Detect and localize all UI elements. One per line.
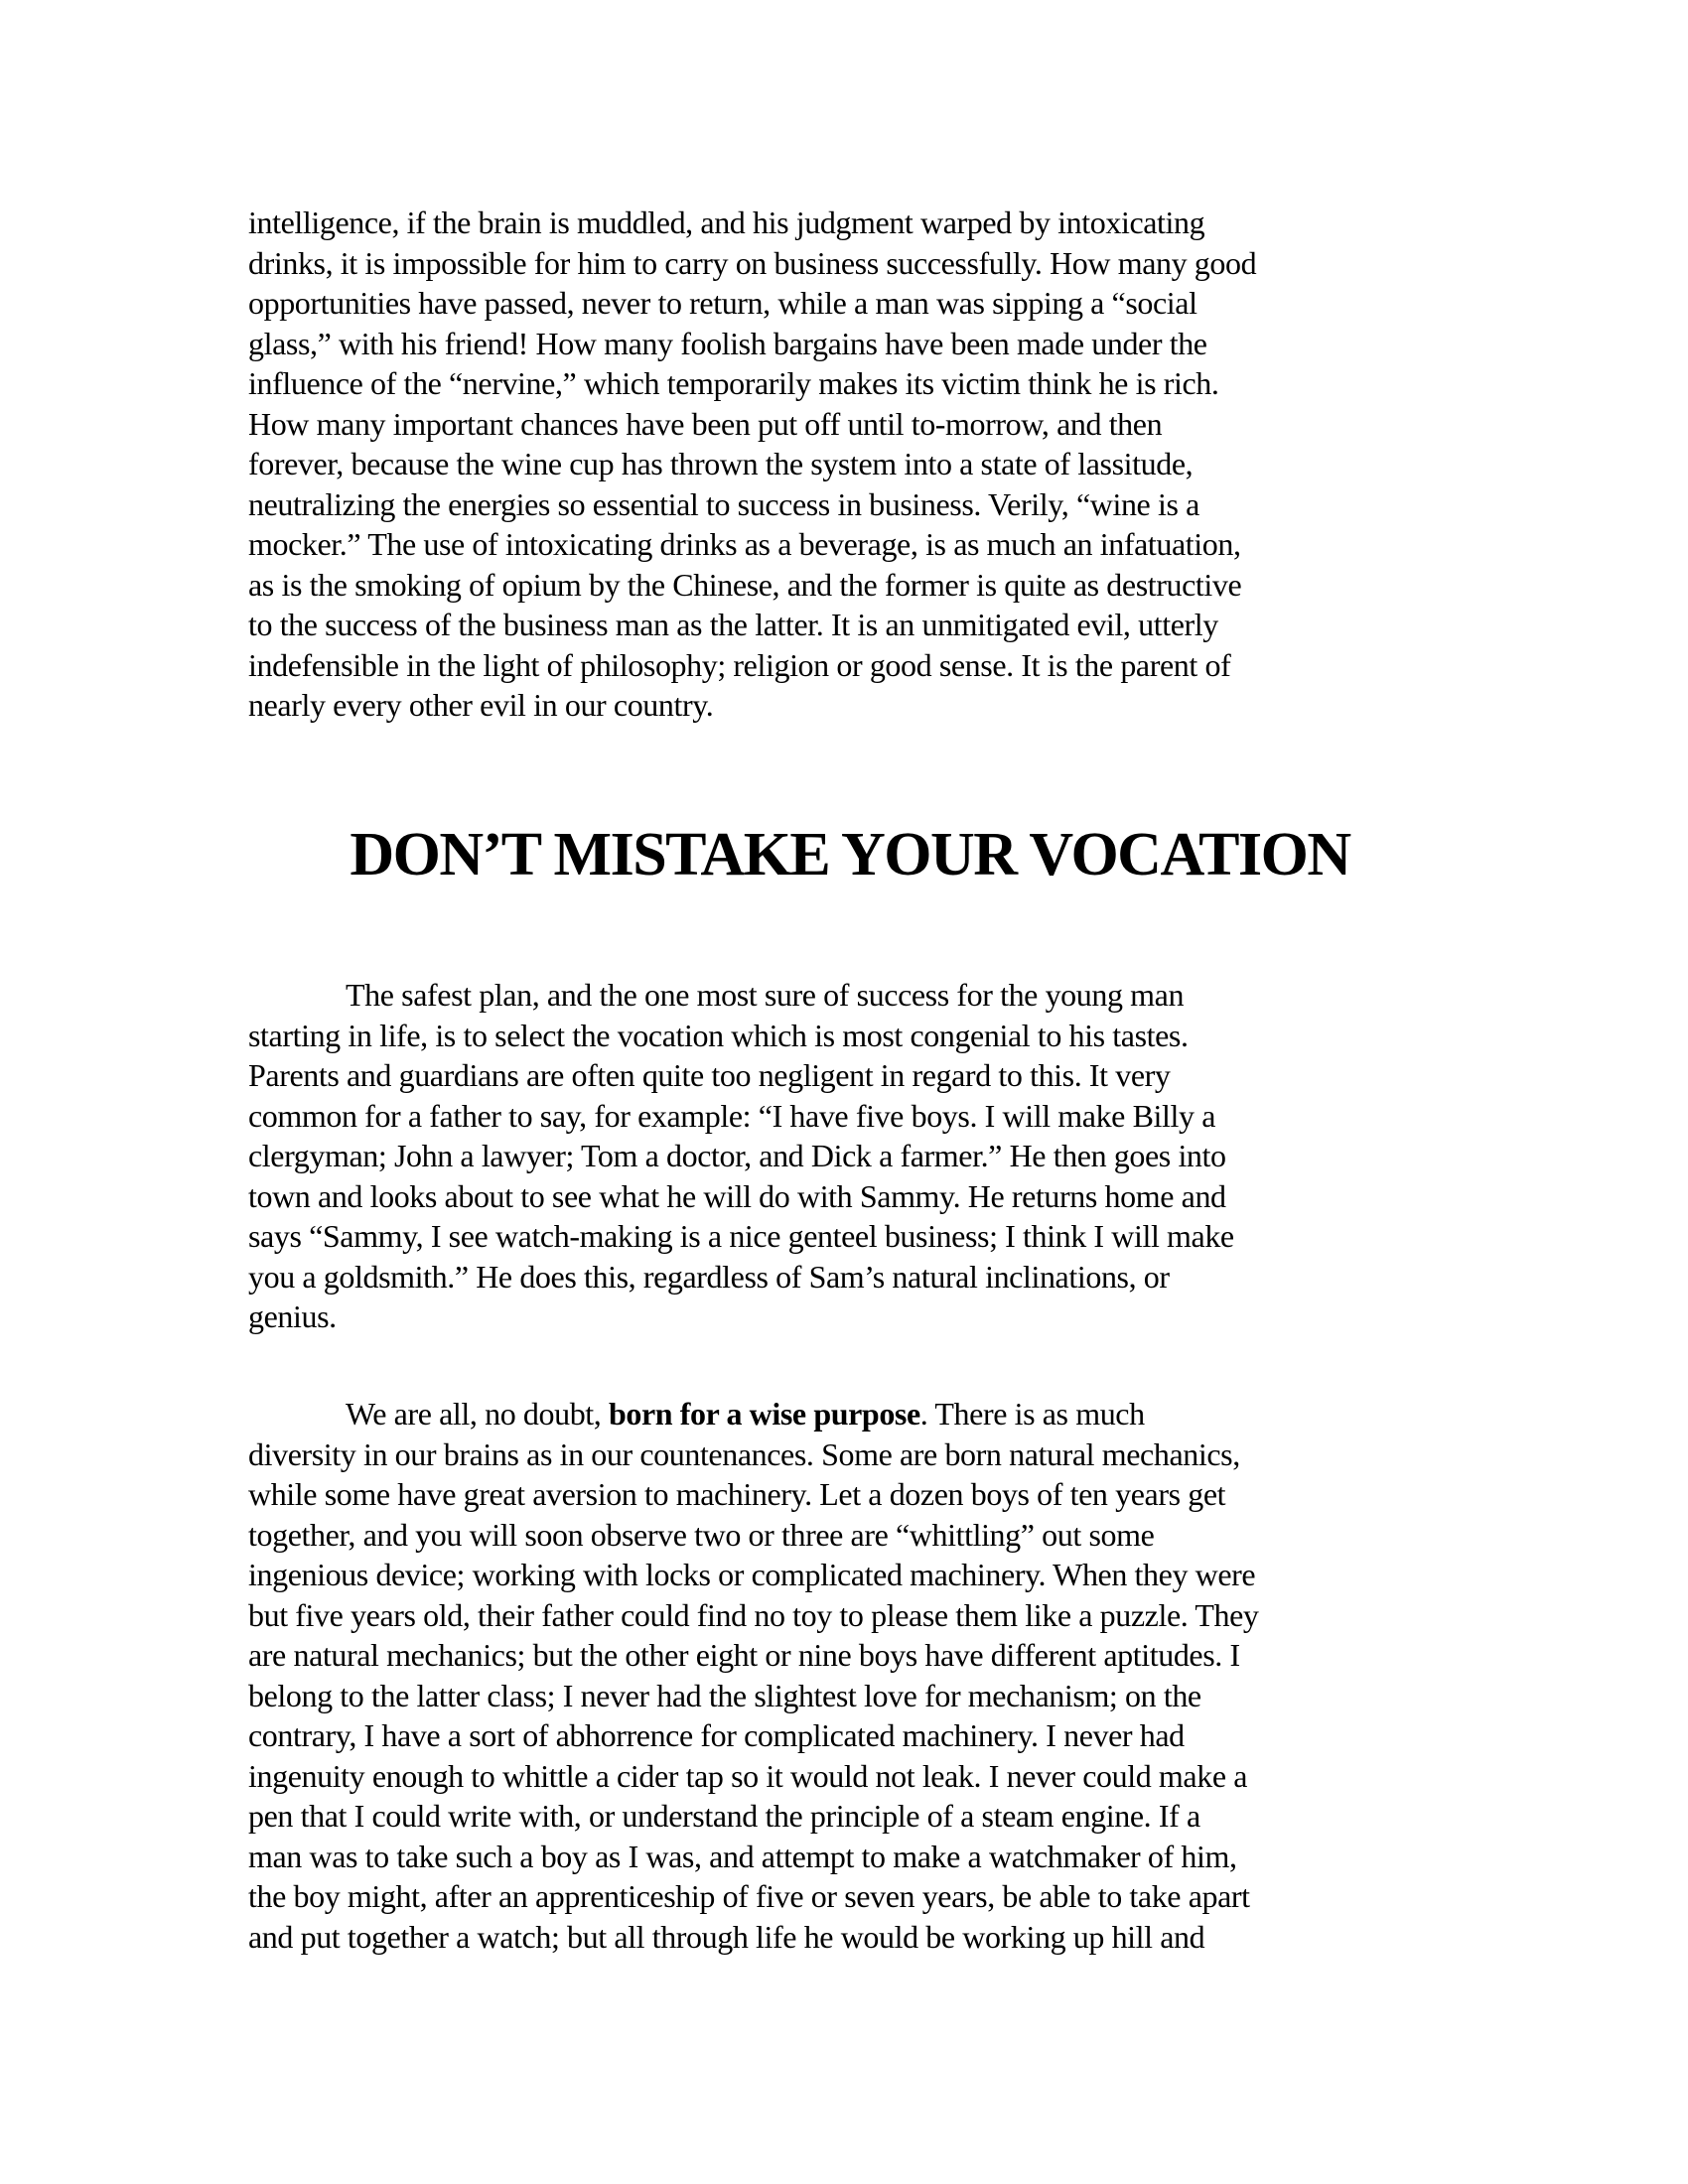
text-line: glass,” with his friend! How many foolish bargains have been made under the: [248, 325, 1207, 361]
text-line: are natural mechanics; but the other eight or nine boys have different aptitudes. I: [248, 1637, 1240, 1673]
text-line: nearly every other evil in our country.: [248, 687, 714, 723]
text-line: says “Sammy, I see watch-making is a nice genteel business; I think I will make: [248, 1218, 1234, 1254]
text-line: How many important chances have been put off until to-morrow, and then: [248, 405, 1163, 442]
text-line: man was to take such a boy as I was, and attempt to make a watchmaker of him,: [248, 1838, 1237, 1874]
text-line: influence of the “nervine,” which temporarily makes its victim think he is rich.: [248, 365, 1219, 401]
text-line: ingenuity enough to whittle a cider tap so it would not leak. I never could make a: [248, 1757, 1248, 1794]
section-heading: DON’T MISTAKE YOUR VOCATION: [350, 821, 1350, 888]
text-line: drinks, it is impossible for him to carry on business successfully. How many good: [248, 244, 1257, 281]
text-line: [248, 1394, 1452, 1434]
text-line: belong to the latter class; I never had the slightest love for mechanism; on the: [248, 1677, 1201, 1713]
text-line: neutralizing the energies so essential to success in business. Verily, “wine is a: [248, 485, 1199, 522]
text-line: clergyman; John a lawyer; Tom a doctor, and Dick a farmer.” He then goes into: [248, 1138, 1226, 1173]
text-segment: We are all, no doubt,: [346, 1396, 609, 1432]
text-line: to the success of the business man as the latter. It is an unmitigated evil, utterly: [248, 607, 1218, 642]
text-line: together, and you will soon observe two or three are “whittling” out some: [248, 1516, 1155, 1553]
paragraph-intemperance: [248, 203, 1452, 726]
text-line: The safest plan, and the one most sure of success for the young man: [346, 977, 1185, 1013]
text-line: contrary, I have a sort of abhorrence for complicated machinery. I never had: [248, 1717, 1185, 1753]
text-line: forever, because the wine cup has thrown the system into a state of lassitude,: [248, 446, 1194, 481]
bold-phrase: born for a wise purpose: [608, 1396, 920, 1432]
text-line: while some have great aversion to machinery. Let a dozen boys of ten years get: [248, 1476, 1226, 1512]
text-line: pen that I could write with, or understand the principle of a steam engine. If a: [248, 1798, 1200, 1834]
text-line: intelligence, if the brain is muddled, and his judgment warped by intoxicating: [248, 205, 1205, 240]
text-line: town and looks about to see what he will do with Sammy. He returns home and: [248, 1177, 1226, 1214]
text-line: indefensible in the light of philosophy; religion or good sense. It is the parent of: [248, 646, 1231, 683]
text-line: diversity in our brains as in our countenances. Some are born natural mechanics,: [248, 1435, 1240, 1472]
text-line: as is the smoking of opium by the Chinese, and the former is quite as destructive: [248, 566, 1242, 603]
text-line: ingenious device; working with locks or complicated machinery. When they were: [248, 1557, 1256, 1592]
text-line: Parents and guardians are often quite too negligent in regard to this. It very: [248, 1057, 1171, 1093]
text-line: you a goldsmith.” He does this, regardless of Sam’s natural inclinations, or: [248, 1258, 1170, 1295]
text-line: but five years old, their father could find no toy to please them like a puzzle. They: [248, 1596, 1259, 1633]
text-line: genius.: [248, 1298, 337, 1334]
text-line: starting in life, is to select the vocation which is most congenial to his tastes.: [248, 1017, 1189, 1053]
paragraph-wise-purpose: [248, 1394, 1452, 1957]
text-segment: . There is as much: [919, 1396, 1145, 1432]
text-line: mocker.” The use of intoxicating drinks as a beverage, is as much an infatuation,: [248, 526, 1241, 562]
text-line: and put together a watch; but all through life he would be working up hill and: [248, 1918, 1205, 1955]
paragraph-safest-plan: [248, 975, 1452, 1337]
text-line: the boy might, after an apprenticeship of five or seven years, be able to take apart: [248, 1878, 1250, 1914]
text-line: common for a father to say, for example: “I have five boys. I will make Billy a: [248, 1097, 1215, 1134]
text-line: opportunities have passed, never to return, while a man was sipping a “social: [248, 285, 1197, 321]
